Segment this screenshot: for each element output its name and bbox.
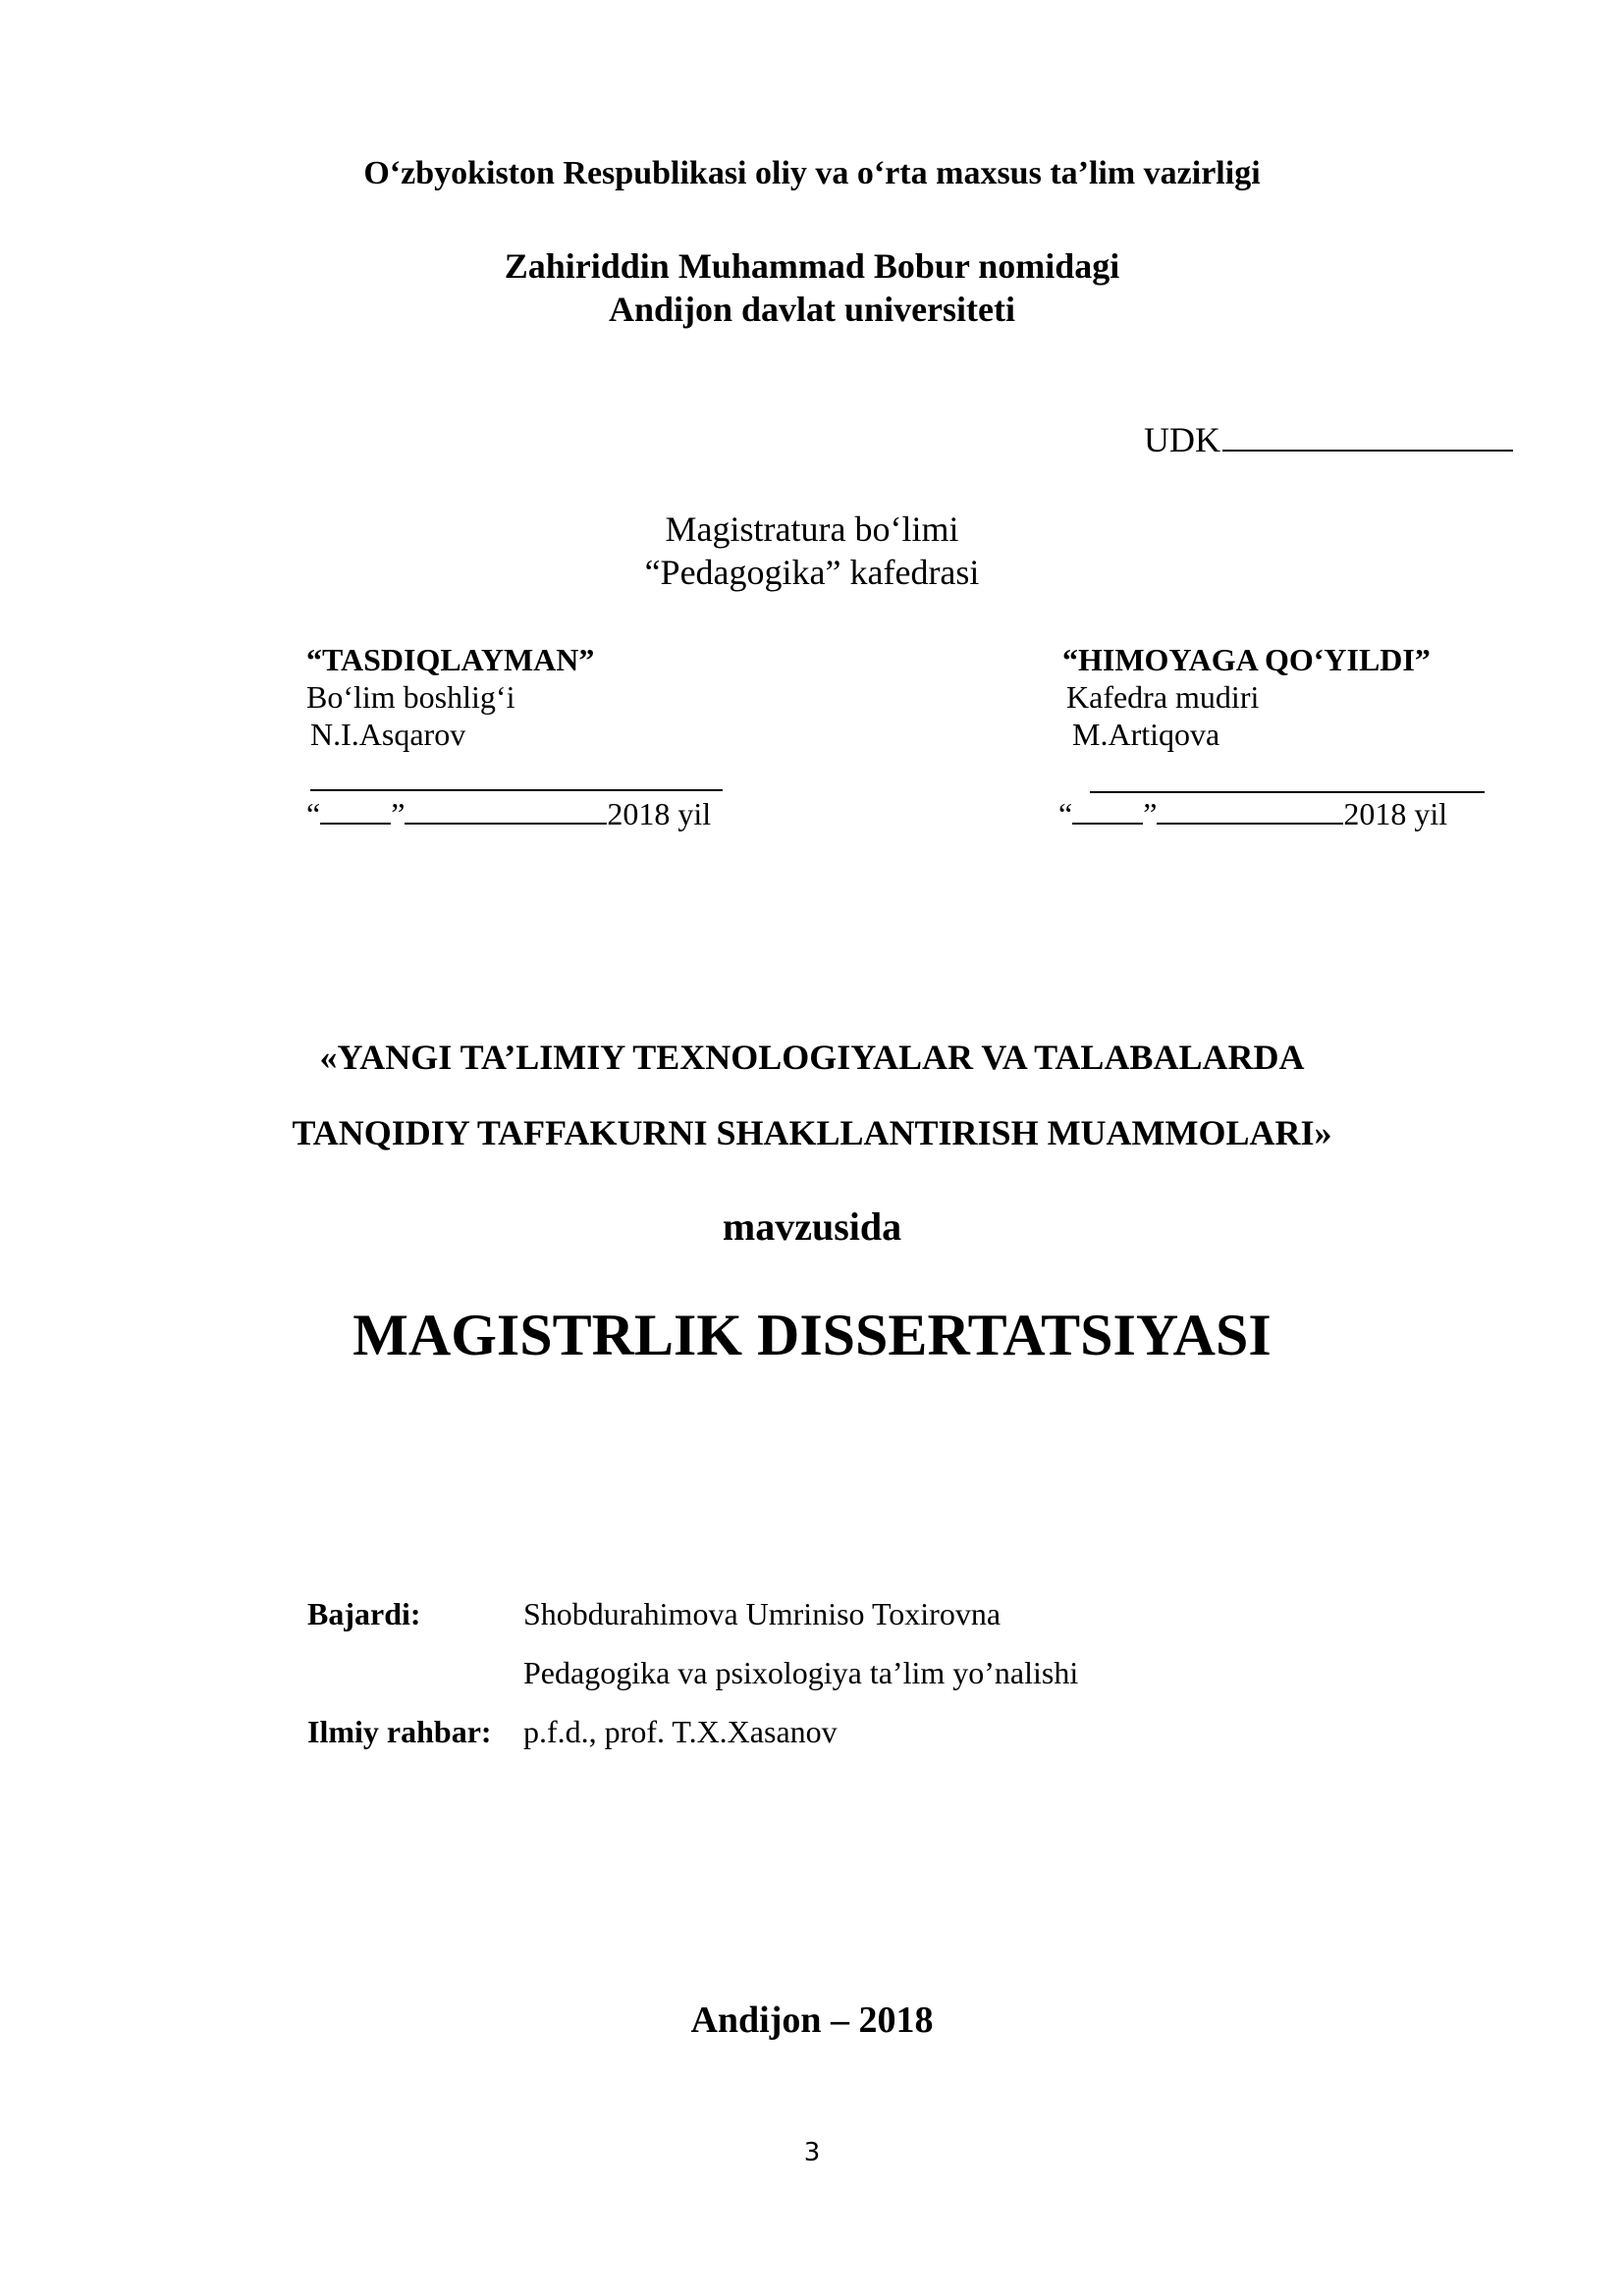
date-open-quote: “ <box>1058 796 1073 831</box>
date-open-quote: “ <box>306 796 321 831</box>
udk-field <box>1144 419 1513 460</box>
date-year: 2018 yil <box>1343 796 1448 831</box>
university-name-line2: Andijon davlat universiteti <box>608 290 1016 329</box>
performer-field: Pedagogika va psixologiya ta’lim yo’nalishi <box>523 1655 1079 1690</box>
udk-label: UDK <box>1144 420 1220 459</box>
approval-left-signature-line <box>310 756 723 791</box>
date-close-quote: ” <box>1143 796 1158 831</box>
date-month-blank <box>1157 795 1343 825</box>
date-day-blank <box>1072 795 1143 825</box>
city-year: Andijon – 2018 <box>690 2000 934 2041</box>
date-year: 2018 yil <box>607 796 712 831</box>
page-number: 3 <box>803 2138 821 2167</box>
supervisor-label: Ilmiy rahbar: <box>307 1714 492 1749</box>
approval-right-date <box>1058 795 1447 832</box>
approval-right-name: M.Artiqova <box>1072 717 1220 752</box>
chair-name: “Pedagogika” kafedrasi <box>644 553 980 592</box>
thesis-title-line1: «YANGI TA’LIMIY TEXNOLOGIYALAR VA TALABALARDA <box>319 1038 1305 1077</box>
university-name-line1: Zahiriddin Muhammad Bobur nomidagi <box>504 246 1120 286</box>
thesis-title-line2: TANQIDIY TAFFAKURNI SHAKLLANTIRISH MUAMMOLARI» <box>292 1113 1332 1152</box>
approval-right-signature-line <box>1090 758 1485 793</box>
date-day-blank <box>320 795 391 825</box>
department-name: Magistratura bo‘limi <box>665 509 959 549</box>
approval-left-heading: “TASDIQLAYMAN” <box>306 642 595 677</box>
supervisor-name: p.f.d., prof. T.X.Xasanov <box>523 1714 838 1749</box>
approval-left-date <box>306 795 711 832</box>
date-month-blank <box>405 795 607 825</box>
performer-label: Bajardi: <box>307 1596 421 1631</box>
udk-blank-line <box>1222 420 1513 452</box>
performer-name: Shobdurahimova Umriniso Toxirovna <box>523 1596 1001 1631</box>
approval-left-name: N.I.Asqarov <box>310 717 466 752</box>
thesis-subject-word: mavzusida <box>722 1204 902 1249</box>
approval-left-role: Bo‘lim boshlig‘i <box>306 679 515 715</box>
approval-right-role: Kafedra mudiri <box>1066 679 1260 715</box>
date-close-quote: ” <box>391 796 406 831</box>
ministry-heading: O‘zbyokiston Respublikasi oliy va o‘rta maxsus ta’lim vazirligi <box>363 155 1261 191</box>
document-type-heading: MAGISTRLIK DISSERTATSIYASI <box>352 1303 1272 1367</box>
approval-right-heading: “HIMOYAGA QO‘YILDI” <box>1062 642 1431 677</box>
